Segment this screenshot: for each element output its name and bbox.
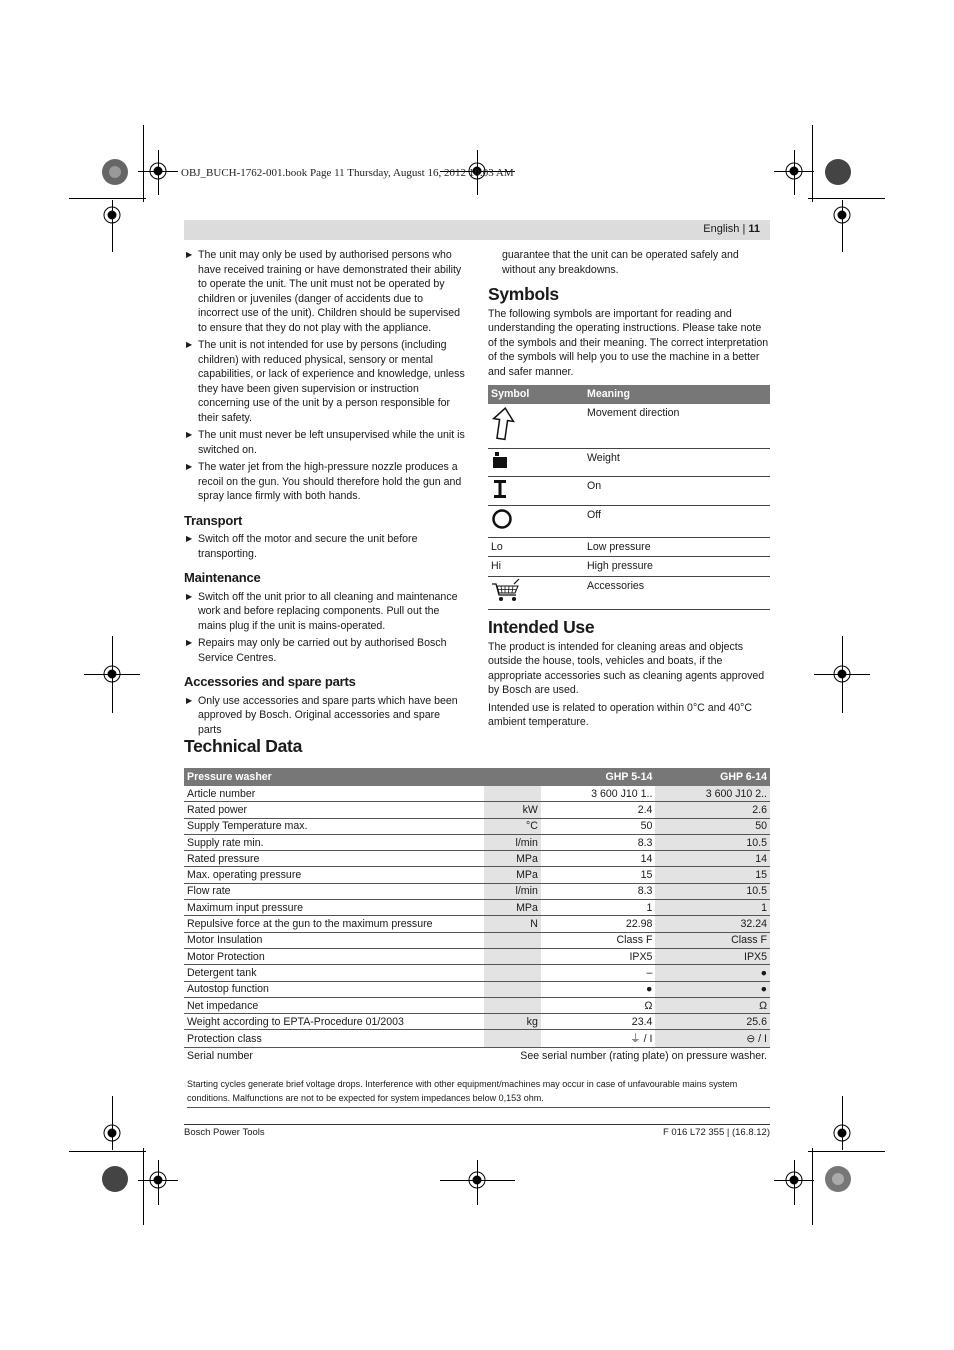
tech-header-model2: GHP 6-14 <box>655 768 770 786</box>
left-column <box>184 248 466 740</box>
symbol-cell <box>488 576 584 610</box>
tech-value-model1: Class F <box>541 932 656 948</box>
safety-bullet: ▶ The water jet from the high-pressure nozzle produces a recoil on the gun. You should therefore hold the gun and spray lance firmly with both hands. <box>186 461 462 502</box>
symbols-col-symbol: Symbol <box>488 385 584 404</box>
tech-label-cell: Repulsive force at the gun to the maximum pressure <box>184 916 484 932</box>
tech-value-model1: ⏚ / I <box>541 1030 656 1048</box>
page-header <box>184 220 770 240</box>
tech-value-model2: 2.6 <box>655 802 770 818</box>
tech-value-model1: 1 <box>541 900 656 916</box>
table-row <box>184 867 770 883</box>
tech-value-model1: 22.98 <box>541 916 656 932</box>
table-row <box>184 786 770 802</box>
bullet-arrow-icon: ▶ <box>186 591 193 601</box>
technical-data-table <box>184 768 770 1064</box>
maintenance-bullet: ▶ Repairs may only be carried out by authorised Bosch Service Centres. <box>186 637 447 664</box>
tech-label-cell: Motor Insulation <box>184 932 484 948</box>
table-row <box>184 997 770 1013</box>
meaning-cell: On <box>584 476 770 506</box>
tech-unit-cell <box>484 948 541 964</box>
safety-bullet: ▶ The unit must never be left unsupervised while the unit is switched on. <box>186 429 465 456</box>
tech-unit-cell: l/min <box>484 883 541 899</box>
symbol-cell <box>488 449 584 477</box>
meaning-cell: Weight <box>584 449 770 477</box>
tech-value-model1: 8.3 <box>541 834 656 850</box>
transport-heading: Transport <box>184 512 243 528</box>
tech-value-model1: 14 <box>541 851 656 867</box>
tech-value-model1: 50 <box>541 818 656 834</box>
header-page-label <box>703 223 760 235</box>
tech-label-cell: Rated pressure <box>184 851 484 867</box>
table-row <box>184 981 770 997</box>
intended-use-paragraph: The product is intended for cleaning areas and objects outside the house, tools, vehicles and boats, if the appropriate accessories such as cleaning agents approved by Bosch are used. <box>488 640 765 696</box>
table-row <box>488 537 770 557</box>
tech-value-model1: 3 600 J10 1.. <box>541 786 656 802</box>
tech-unit-cell: MPa <box>484 900 541 916</box>
tech-header-unit <box>484 768 541 786</box>
intended-use-heading: Intended Use <box>488 617 595 637</box>
bullet-arrow-icon: ▶ <box>186 695 193 705</box>
symbol-cell: Hi <box>488 557 584 577</box>
accessories-bullet: ▶ Only use accessories and spare parts which have been approved by Bosch. Original accessories and spare parts <box>186 694 458 736</box>
arrow-up-icon <box>491 406 515 442</box>
footer-doc-number: F 016 L72 355 | (16.8.12) <box>662 1127 770 1138</box>
table-row <box>184 851 770 867</box>
bullet-arrow-icon: ▶ <box>186 430 193 439</box>
tech-label-cell: Rated power <box>184 802 484 818</box>
safety-bullet: ▶ The unit is not intended for use by persons (including children) with reduced physical, sensory or mental capabilities, or lack of experience and knowledge, unless they have been given supervision or instruction concerning use of the unit by a person responsible for their safety. <box>186 339 465 424</box>
tech-label-cell: Detergent tank <box>184 965 484 981</box>
tech-value-model2: ● <box>655 981 770 997</box>
tech-unit-cell <box>484 932 541 948</box>
symbols-heading: Symbols <box>488 284 559 304</box>
table-row <box>184 932 770 948</box>
symbols-intro: The following symbols are important for reading and understanding the operating instructions. Please take note of the symbols and their meaning. The correct interpretation of the symbols will help you to use the machine in a better and safer manner. <box>488 307 769 378</box>
tech-value-model2: Class F <box>655 932 770 948</box>
table-row <box>184 818 770 834</box>
table-row <box>184 1030 770 1048</box>
tech-footnote: Starting cycles generate brief voltage drops. Interference with other equipment/machines may occur in case of unfavourable mains system conditions. Malfunctions are not to be expected for system impedances below 0,153 ohm. <box>187 1077 770 1108</box>
weight-icon <box>491 451 509 469</box>
tech-header-model1: GHP 5-14 <box>541 768 656 786</box>
maintenance-bullet: ▶ Switch off the unit prior to all cleaning and maintenance work and before replacing components. Pull out the mains plug if the unit is mains-operated. <box>186 590 458 632</box>
tech-value-model2: 50 <box>655 818 770 834</box>
tech-unit-cell: N <box>484 916 541 932</box>
meaning-cell: Movement direction <box>584 404 770 449</box>
tech-value-model1: 15 <box>541 867 656 883</box>
tech-unit-cell <box>484 786 541 802</box>
tech-unit-cell <box>484 1030 541 1048</box>
transport-bullet: ▶ Switch off the motor and secure the unit before transporting. <box>186 533 418 560</box>
meaning-cell: Low pressure <box>584 537 770 557</box>
tech-value-model1: – <box>541 965 656 981</box>
table-row <box>488 576 770 610</box>
tech-value-model2: ⊖ / I <box>655 1030 770 1048</box>
accessories-heading: Accessories and spare parts <box>184 674 356 689</box>
footer-divider <box>184 1124 770 1125</box>
tech-unit-cell <box>484 997 541 1013</box>
symbol-cell: Lo <box>488 537 584 557</box>
tech-value-model1: 23.4 <box>541 1014 656 1030</box>
tech-value-model2: 10.5 <box>655 834 770 850</box>
tech-value-model2: Ω <box>655 997 770 1013</box>
tech-label-cell: Protection class <box>184 1030 484 1048</box>
tech-value-model2: 15 <box>655 867 770 883</box>
table-row <box>488 506 770 538</box>
tech-value-model2: 25.6 <box>655 1014 770 1030</box>
tech-value-model2: IPX5 <box>655 948 770 964</box>
tech-value-model2: 3 600 J10 2.. <box>655 786 770 802</box>
maintenance-heading: Maintenance <box>184 570 261 585</box>
bullet-arrow-icon: ▶ <box>186 534 193 543</box>
tech-label-cell: Supply Temperature max. <box>184 818 484 834</box>
table-row <box>184 916 770 932</box>
on-icon <box>491 479 509 499</box>
bullet-arrow-icon: ▶ <box>186 462 193 471</box>
table-row <box>184 965 770 981</box>
table-row <box>488 449 770 477</box>
meaning-cell: High pressure <box>584 557 770 577</box>
table-row <box>184 883 770 899</box>
right-column <box>488 248 770 733</box>
table-row <box>184 1014 770 1030</box>
safety-bullet: ▶ The unit may only be used by authorised persons who have received training or have demonstrated their ability to operate the unit. The unit must not be operated by children or juveniles (danger of accidents due to incorrect use of the unit). Children should be supervised to ensure that they do not play with the appliance. <box>186 249 462 334</box>
serial-value: See serial number (rating plate) on pressure washer. <box>520 1050 767 1063</box>
tech-value-model1: 2.4 <box>541 802 656 818</box>
tech-value-model1: Ω <box>541 997 656 1013</box>
symbol-cell <box>488 404 584 449</box>
table-row <box>488 404 770 449</box>
table-row <box>184 802 770 818</box>
meaning-cell: Off <box>584 506 770 538</box>
table-row <box>184 900 770 916</box>
table-row <box>184 948 770 964</box>
symbols-col-meaning: Meaning <box>584 385 770 404</box>
symbol-cell <box>488 476 584 506</box>
continuation-text: guarantee that the unit can be operated safely and without any breakdowns. <box>502 249 739 276</box>
footer-brand: Bosch Power Tools <box>184 1127 265 1138</box>
tech-value-model2: 10.5 <box>655 883 770 899</box>
table-row <box>488 557 770 577</box>
tech-label-cell: Motor Protection <box>184 948 484 964</box>
tech-header-label: Pressure washer <box>184 768 484 786</box>
table-row <box>488 476 770 506</box>
tech-unit-cell <box>484 981 541 997</box>
table-row <box>184 834 770 850</box>
symbol-cell <box>488 506 584 538</box>
tech-value-model2: 1 <box>655 900 770 916</box>
tech-unit-cell: MPa <box>484 851 541 867</box>
symbols-header-row <box>488 385 770 404</box>
tech-unit-cell: °C <box>484 818 541 834</box>
tech-label-cell: Article number <box>184 786 484 802</box>
bullet-arrow-icon: ▶ <box>186 250 193 259</box>
tech-value-model1: ● <box>541 981 656 997</box>
off-icon <box>491 508 513 530</box>
tech-unit-cell <box>484 965 541 981</box>
serial-row <box>184 1048 770 1064</box>
header-language: English <box>703 223 740 235</box>
header-separator: | <box>742 223 746 235</box>
tech-value-model2: 32.24 <box>655 916 770 932</box>
tech-value-model1: 8.3 <box>541 883 656 899</box>
tech-label-cell: Weight according to EPTA-Procedure 01/2003 <box>184 1014 484 1030</box>
print-info: OBJ_BUCH-1762-001.book Page 11 Thursday, August 16, 2012 10:03 AM <box>181 167 514 179</box>
tech-label-cell: Supply rate min. <box>184 834 484 850</box>
symbols-table <box>488 385 770 610</box>
tech-header-row <box>184 768 770 786</box>
serial-label: Serial number <box>187 1050 253 1063</box>
bullet-arrow-icon: ▶ <box>186 340 193 349</box>
intended-use-paragraph: Intended use is related to operation within 0°C and 40°C ambient temperature. <box>488 701 753 728</box>
tech-unit-cell: kg <box>484 1014 541 1030</box>
technical-data-heading: Technical Data <box>184 736 303 756</box>
bullet-arrow-icon: ▶ <box>186 638 193 647</box>
tech-unit-cell: l/min <box>484 834 541 850</box>
tech-label-cell: Autostop function <box>184 981 484 997</box>
tech-label-cell: Net impedance <box>184 997 484 1013</box>
tech-label-cell: Flow rate <box>184 883 484 899</box>
page-number: 11 <box>748 223 760 235</box>
tech-value-model1: IPX5 <box>541 948 656 964</box>
tech-value-model2: 14 <box>655 851 770 867</box>
tech-value-model2: ● <box>655 965 770 981</box>
tech-unit-cell: kW <box>484 802 541 818</box>
meaning-cell: Accessories <box>584 576 770 610</box>
tech-label-cell: Maximum input pressure <box>184 900 484 916</box>
cart-icon <box>491 579 521 603</box>
tech-unit-cell: MPa <box>484 867 541 883</box>
tech-label-cell: Max. operating pressure <box>184 867 484 883</box>
